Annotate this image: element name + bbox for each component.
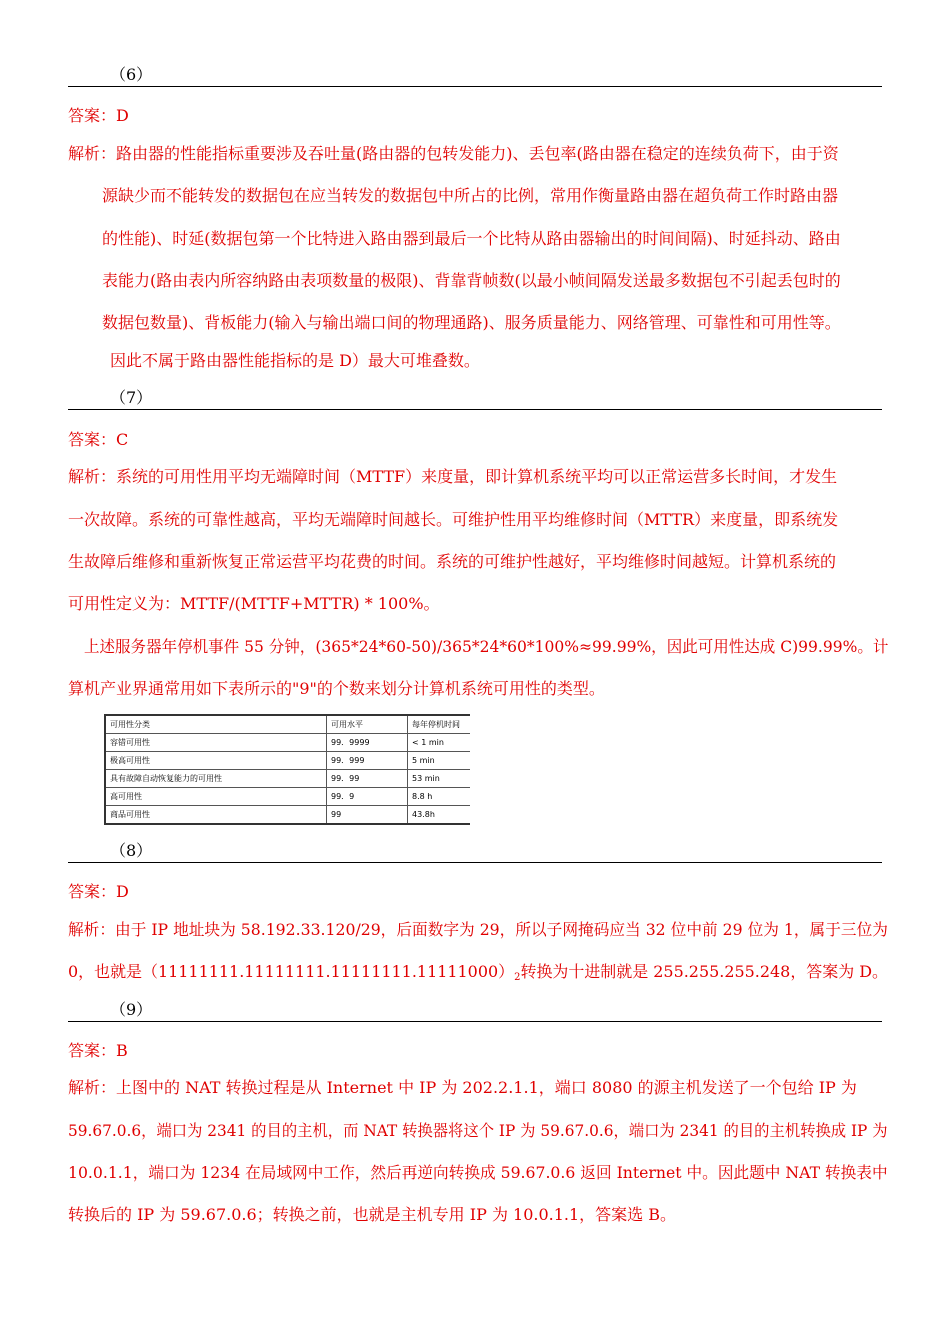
decimal-mask-text: 转换为十进制就是 255.255.255.248，答案为 D。	[520, 962, 889, 981]
table-header-row	[105, 715, 470, 734]
table-cell: 具有故障自动恢复能力的可用性	[105, 770, 327, 788]
explanation-7-line-4: 可用性定义为：MTTF/(MTTF+MTTR) * 100%。	[68, 594, 440, 613]
table-cell: 99．9	[327, 788, 408, 806]
table-cell: 53 min	[408, 770, 471, 788]
table-cell: 高可用性	[105, 788, 327, 806]
table-row	[105, 770, 470, 788]
divider-6	[68, 86, 882, 87]
table-cell: 8.8 h	[408, 788, 471, 806]
explanation-7-line-2: 一次故障。系统的可靠性越高，平均无端障时间越长。可维护性用平均维修时间（MTTR）来度量，即系统发	[68, 510, 839, 529]
answer-6: 答案：D	[68, 106, 129, 125]
explanation-9-line-4: 转换后的 IP 为 59.67.0.6；转换之前，也就是主机专用 IP 为 10.0.1.1，答案选 B。	[68, 1205, 677, 1224]
divider-8	[68, 862, 882, 863]
table-cell: 99．999	[327, 752, 408, 770]
table-row	[105, 788, 470, 806]
divider-7	[68, 409, 882, 410]
explanation-7-line-6: 算机产业界通常用如下表所示的"9"的个数来划分计算机系统可用性的类型。	[68, 679, 605, 698]
table-cell: 商品可用性	[105, 806, 327, 825]
explanation-9-line-3: 10.0.1.1，端口为 1234 在局域网中工作，然后再逆向转换成 59.67.0.6 返回 Internet 中。因此题中 NAT 转换表中	[68, 1163, 888, 1182]
table-row	[105, 752, 470, 770]
explanation-7-line-1: 解析：系统的可用性用平均无端障时间（MTTF）来度量，即计算机系统平均可以正常运营多长时间，才发生	[68, 467, 838, 486]
question-number-9: （9）	[110, 1000, 153, 1019]
base-subscript: 2	[514, 972, 521, 983]
explanation-8-line-2	[68, 959, 888, 983]
question-number-7: （7）	[110, 388, 153, 407]
availability-table	[104, 714, 470, 825]
table-cell: 5 min	[408, 752, 471, 770]
binary-mask-text: 0，也就是（11111111.11111111.11111111.11111000）	[68, 962, 515, 981]
explanation-6-line-2: 源缺少而不能转发的数据包在应当转发的数据包中所占的比例，常用作衡量路由器在超负荷工作时路由器	[102, 186, 839, 205]
explanation-8-line-1: 解析：由于 IP 地址块为 58.192.33.120/29，后面数字为 29，所以子网掩码应当 32 位中前 29 位为 1，属于三位为	[68, 920, 888, 939]
divider-9	[68, 1021, 882, 1022]
explanation-7-line-5: 上述服务器年停机事件 55 分钟，(365*24*60-50)/365*24*60*100%≈99.99%，因此可用性达成 C)99.99%。计	[84, 637, 889, 656]
explanation-6-line-4: 表能力(路由表内所容纳路由表项数量的极限)、背靠背帧数(以最小帧间隔发送最多数据包不引起丢包时的	[102, 271, 841, 290]
table-cell: 99．9999	[327, 734, 408, 752]
table-cell: < 1 min	[408, 734, 471, 752]
explanation-9-line-2: 59.67.0.6，端口为 2341 的目的主机，而 NAT 转换器将这个 IP 为 59.67.0.6，端口为 2341 的目的主机转换成 IP 为	[68, 1121, 888, 1140]
table-row	[105, 734, 470, 752]
explanation-6-line-3: 的性能)、时延(数据包第一个比特进入路由器到最后一个比特从路由器输出的时间间隔)、时延抖动、路由	[102, 229, 841, 248]
table-cell: 99	[327, 806, 408, 825]
explanation-6-line-6: 因此不属于路由器性能指标的是 D）最大可堆叠数。	[110, 351, 480, 370]
answer-8: 答案：D	[68, 882, 129, 901]
explanation-6-line-1: 解析：路由器的性能指标重要涉及吞吐量(路由器的包转发能力)、丢包率(路由器在稳定的连续负荷下，由于资	[68, 144, 839, 163]
answer-7: 答案：C	[68, 430, 129, 449]
explanation-7-line-3: 生故障后维修和重新恢复正常运营平均花费的时间。系统的可维护性越好，平均维修时间越短。计算机系统的	[68, 552, 837, 571]
table-header-cell: 可用水平	[327, 715, 408, 734]
explanation-6-line-5: 数据包数量)、背板能力(输入与输出端口间的物理通路)、服务质量能力、网络管理、可靠性和可用性等。	[102, 313, 841, 332]
table-header-cell: 每年停机时间	[408, 715, 471, 734]
question-number-6: （6）	[110, 65, 153, 84]
table-cell: 99．99	[327, 770, 408, 788]
answer-9: 答案：B	[68, 1041, 128, 1060]
question-number-8: （8）	[110, 841, 153, 860]
table-cell: 43.8h	[408, 806, 471, 825]
table-header-cell: 可用性分类	[105, 715, 327, 734]
table-row	[105, 806, 470, 825]
table-cell: 极高可用性	[105, 752, 327, 770]
table-cell: 容错可用性	[105, 734, 327, 752]
explanation-9-line-1: 解析：上图中的 NAT 转换过程是从 Internet 中 IP 为 202.2.1.1，端口 8080 的源主机发送了一个包给 IP 为	[68, 1078, 857, 1097]
